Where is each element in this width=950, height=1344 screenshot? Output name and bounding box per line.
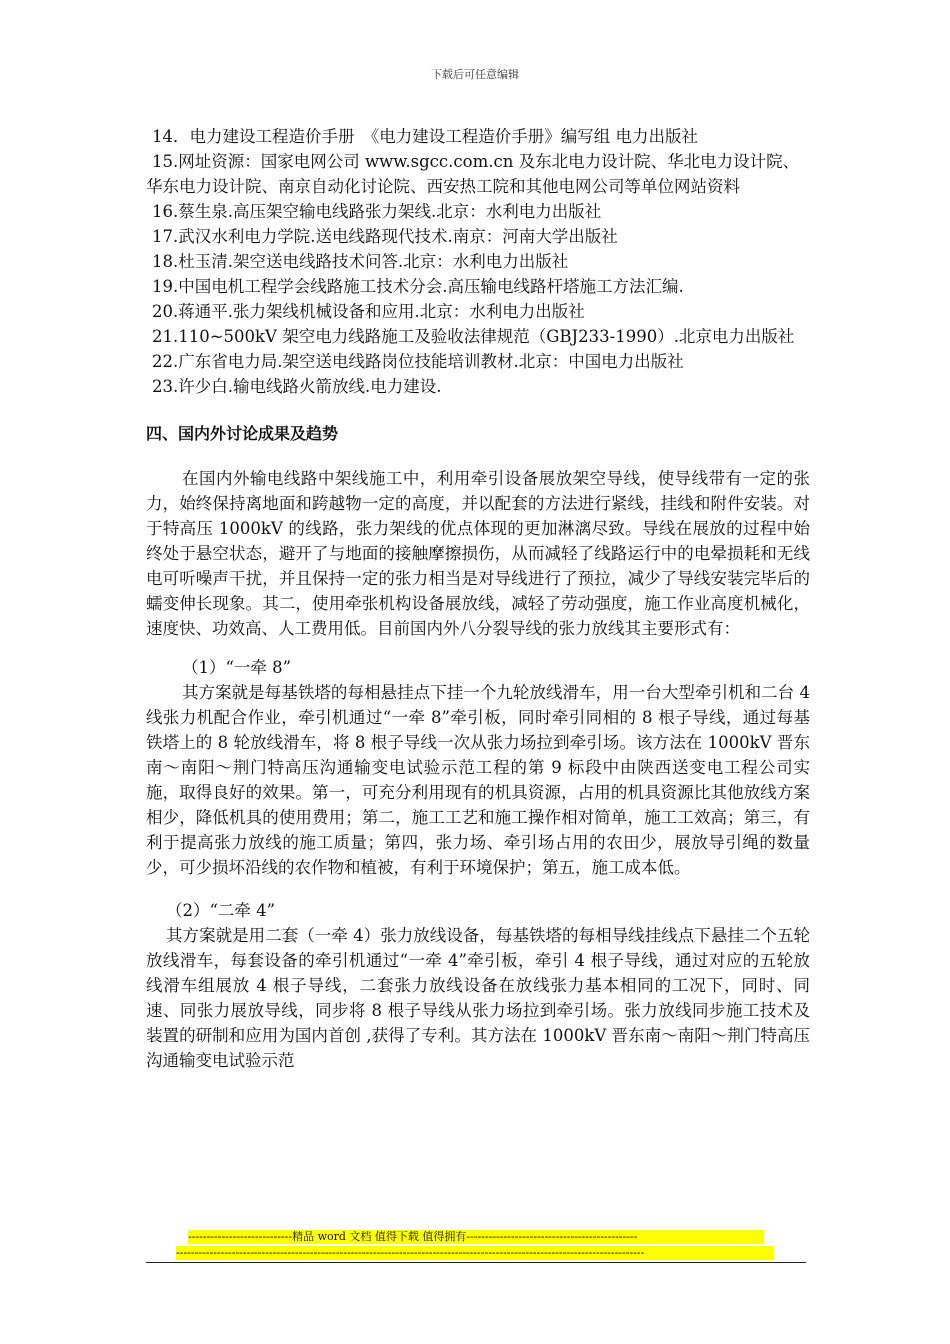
reference-item: 20.蒋通平.张力架线机械设备和应用.北京：水利电力出版社 — [152, 302, 585, 321]
page-header: 下载后可任意编辑 — [431, 68, 519, 81]
item2-title: （2）“二牵 4” — [166, 901, 276, 920]
item2-paragraph: 其方案就是用二套（一牵 4）张力放线设备，每基铁塔的每相导线挂线点下悬挂二个五轮放线滑车，每套设备的牵引机通过“一牵 4”牵引板，牵引 4 根子导线，通过对应的五轮放线滑车组展放 4 根子导线，二套张力放线设备在放线张力基本相同的工况下，同时、同速、同张力展放导线，同步将 8 根子导线从张力场拉到牵引场。张力放线同步施工技术及装置的研制和应用为国内首创 ,获得了专利。其方法在 1000kV 晋东南～南阳～荆门特高压沟通输变电试验示范 — [146, 926, 810, 1070]
reference-item: 23.许少白.输电线路火箭放线.电力建设. — [152, 377, 442, 396]
reference-item: 15.网址资源：国家电网公司 www.sgcc.com.cn 及东北电力设计院、华北电力设计院、华东电力设计院、南京自动化讨论院、西安热工院和其他电网公司等单位网站资料 — [146, 152, 800, 196]
reference-item: 14．电力建设工程造价手册 《电力建设工程造价手册》编写组 电力出版社 — [152, 127, 698, 146]
reference-item: 17.武汉水利电力学院.送电线路现代技术.南京：河南大学出版社 — [152, 227, 618, 246]
item1-title: （1）“一牵 8” — [182, 658, 292, 677]
reference-item: 18.杜玉清.架空送电线路技术问答.北京：水利电力出版社 — [152, 252, 569, 271]
footer-dashes: ------------------------------------------------------------------------------------------------------------------------------ — [176, 1246, 774, 1260]
intro-paragraph: 在国内外输电线路中架线施工中，利用牵引设备展放架空导线，使导线带有一定的张力，始终保持离地面和跨越物一定的高度，并以配套的方法进行紧线，挂线和附件安装。对于特高压 1000kV 的线路，张力架线的优点体现的更加淋漓尽致。导线在展放的过程中始终处于悬空状态，避开了与地面的接触摩擦损伤，从而减轻了线路运行中的电晕损耗和无线电可听噪声干扰，并且保持一定的张力相当是对导线进行了预拉，减少了导线安装完毕后的蠕变伸长现象。其二，使用牵张机构设备展放线，减轻了劳动强度，施工作业高度机械化，速度快、功效高、人工费用低。目前国内外八分裂导线的张力放线其主要形式有： — [146, 469, 810, 638]
document-body — [146, 124, 810, 1073]
reference-item: 22.广东省电力局.架空送电线路岗位技能培训教材.北京：中国电力出版社 — [152, 352, 684, 371]
item1-paragraph: 其方案就是每基铁塔的每相悬挂点下挂一个九轮放线滑车，用一台大型牵引机和二台 4 线张力机配合作业，牵引机通过“一牵 8”牵引板，同时牵引同相的 8 根子导线，通过每基铁塔上的 8 轮放线滑车，将 8 根子导线一次从张力场拉到牵引场。该方法在 1000kV 晋东南～南阳～荆门特高压沟通输变电试验示范工程的第 9 标段中由陕西送变电工程公司实施，取得良好的效果。第一，可充分利用现有的机具资源，占用的机具资源比其他放线方案相少，降低机具的使用费用；第二，施工工艺和施工操作相对简单，施工工效高；第三，有利于提高张力放线的施工质量；第四，张力场、牵引场占用的农田少，展放导引绳的数量少，可少损坏沿线的农作物和植被，有利于环境保护；第五，施工成本低。 — [146, 683, 810, 877]
footer-banner: ----------------------------精品 word 文档 值得下载 值得拥有---------------------------------------------- — [188, 1230, 764, 1244]
footer-divider — [146, 1262, 806, 1263]
section-title: 四、国内外讨论成果及趋势 — [146, 424, 339, 443]
reference-item: 16.蔡生泉.高压架空输电线路张力架线.北京：水利电力出版社 — [152, 202, 602, 221]
reference-item: 19.中国电机工程学会线路施工技术分会.高压输电线路杆塔施工方法汇编. — [152, 277, 684, 296]
reference-item: 21.110~500kV 架空电力线路施工及验收法律规范（GBJ233-1990）.北京电力出版社 — [152, 327, 795, 346]
